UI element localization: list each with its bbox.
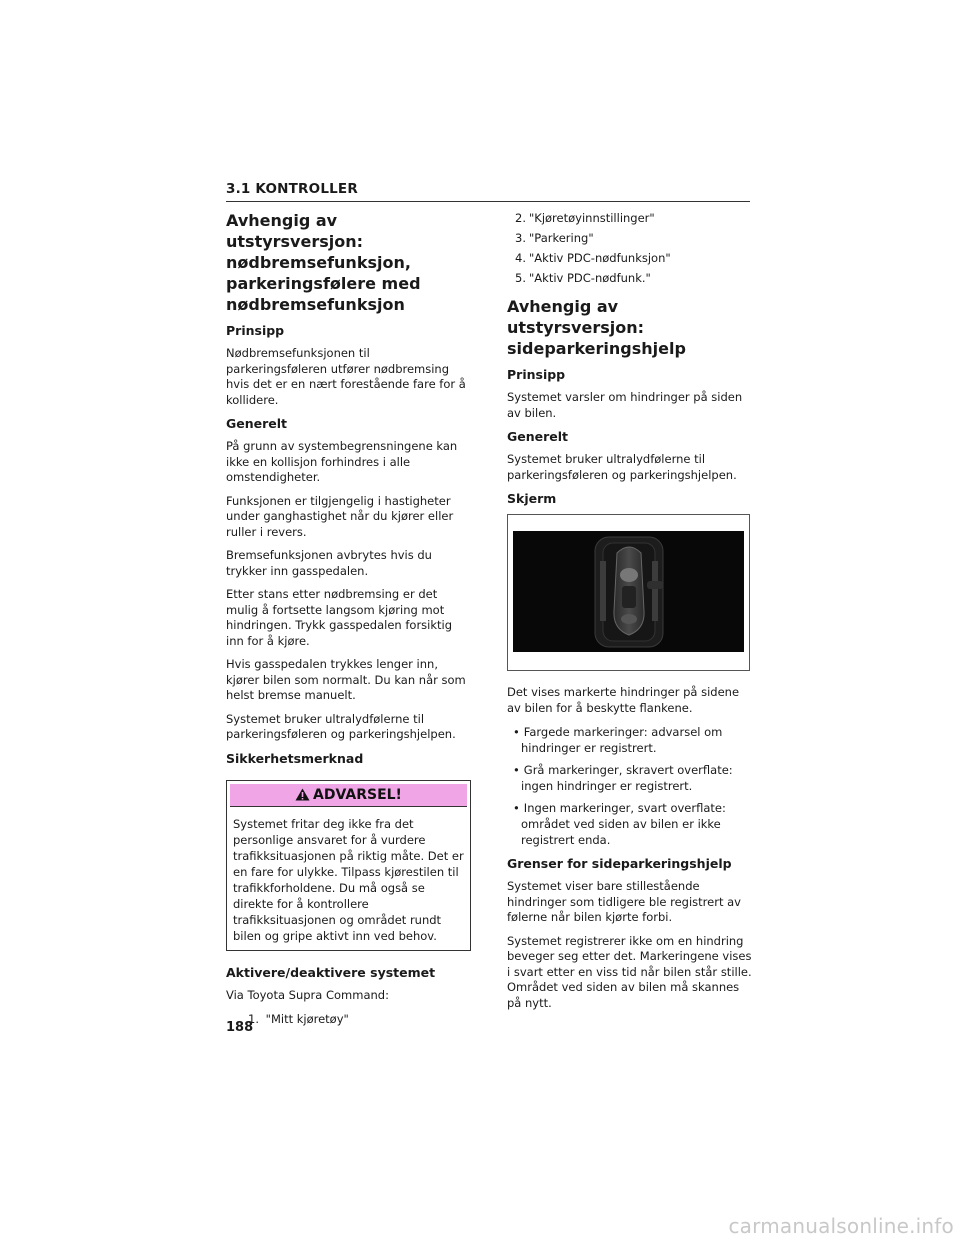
generelt-paragraph: Hvis gasspedalen trykkes lenger inn, kjører bilen som normalt. Du kan når som helst bremse manuelt. xyxy=(226,657,466,702)
generelt-paragraph: Systemet bruker ultralydfølerne til parkeringsføleren og parkeringshjelpen. xyxy=(226,711,456,741)
aktivere-text: Via Toyota Supra Command: xyxy=(226,987,389,1002)
watermark: carmanualsonline.info xyxy=(728,1214,954,1238)
warning-box xyxy=(226,780,471,951)
generelt-text: Systemet bruker ultralydfølerne til parkeringsføleren og parkeringshjelpen. xyxy=(507,452,737,482)
step-number: 3. xyxy=(515,231,526,245)
left-column xyxy=(226,210,471,1031)
prinsipp-heading: Prinsipp xyxy=(507,367,566,382)
marking-list xyxy=(507,724,752,848)
generelt-paragraph: Bremsefunksjonen avbrytes hvis du trykker inn gasspedalen. xyxy=(226,548,432,578)
skjerm-text: Det vises markerte hindringer på sidene av bilen for å beskytte flankene. xyxy=(507,685,740,715)
list-item xyxy=(515,230,752,246)
list-item: • Ingen markeringer, svart overflate: området ved siden av bilen er ikke registrert enda. xyxy=(507,800,752,848)
step-text: "Kjøretøyinnstillinger" xyxy=(529,211,655,225)
sikkerhet-heading: Sikkerhetsmerknad xyxy=(226,750,364,766)
step-number: 2. xyxy=(515,211,526,225)
grenser-paragraph: Systemet registrerer ikke om en hindring beveger seg etter det. Markeringene vises i svart etter en viss tid når bilen står stille. Området ved siden av bilen må skannes på nytt. xyxy=(507,933,752,1010)
warning-text: Systemet fritar deg ikke fra det personlige ansvaret for å vurdere trafikksituasjonen på riktig måte. Det er en fare for ulykke. Tilpass kjørestilen til trafikkforholdene. Du må også se direkte for å kontrollere trafikksituasjonen og området rundt bilen og gripe aktivt inn ved behov. xyxy=(233,816,464,943)
car-top-view-icon xyxy=(513,531,744,652)
generelt-heading: Generelt xyxy=(226,416,288,431)
right-section-title: Avhengig av utstyrsversjon: sideparkeringshjelp xyxy=(507,297,686,358)
warning-triangle-icon xyxy=(295,786,310,805)
grenser-paragraph: Systemet viser bare stillestående hindringer som tidligere ble registrert av følerne når bilen kjørte forbi. xyxy=(507,879,741,924)
step-number: 1. xyxy=(248,1012,259,1026)
prinsipp-heading: Prinsipp xyxy=(226,323,285,338)
step-text: "Parkering" xyxy=(529,231,594,245)
list-item xyxy=(515,210,752,226)
left-section-title: Avhengig av utstyrsversjon: nødbremsefunksjon, parkeringsfølere med nødbremsefunksjon xyxy=(226,211,421,314)
list-item xyxy=(248,1011,471,1027)
step-text: "Mitt kjøretøy" xyxy=(265,1012,349,1026)
page-number: 188 xyxy=(226,1020,254,1035)
step-text: "Aktiv PDC-nødfunksjon" xyxy=(529,251,671,265)
steps-list-left xyxy=(226,1011,471,1027)
prinsipp-text: Systemet varsler om hindringer på siden av bilen. xyxy=(507,390,743,420)
display-illustration xyxy=(507,514,750,671)
step-text: "Aktiv PDC-nødfunk." xyxy=(529,271,651,285)
parking-screen xyxy=(513,531,744,652)
prinsipp-text: Nødbremsefunksjonen til parkeringsføleren utfører nødbremsing hvis det er en nært forestående fare for å kollidere. xyxy=(226,346,466,407)
section-title: 3.1 KONTROLLER xyxy=(226,181,358,197)
generelt-paragraph: På grunn av systembegrensningene kan ikke en kollisjon forhindres i alle omstendigheter. xyxy=(226,439,458,484)
steps-list-right xyxy=(507,210,752,286)
section-header xyxy=(226,178,750,202)
list-item xyxy=(515,270,752,286)
step-number: 4. xyxy=(515,251,526,265)
warning-header xyxy=(230,784,467,807)
warning-title: ADVARSEL! xyxy=(313,787,402,803)
list-item: • Grå markeringer, skravert overflate: ingen hindringer er registrert. xyxy=(507,762,752,794)
right-column xyxy=(507,210,752,1019)
skjerm-heading: Skjerm xyxy=(507,491,557,506)
step-number: 5. xyxy=(515,271,526,285)
grenser-heading: Grenser for sideparkeringshjelp xyxy=(507,856,732,871)
list-item: • Fargede markeringer: advarsel om hindringer er registrert. xyxy=(507,724,752,756)
aktivere-heading: Aktivere/deaktivere systemet xyxy=(226,964,436,980)
list-item xyxy=(515,250,752,266)
generelt-heading: Generelt xyxy=(507,429,569,444)
generelt-paragraph: Etter stans etter nødbremsing er det mulig å fortsette langsom kjøring mot hindringen. Trykk gasspedalen forsiktig inn for å kjøre. xyxy=(226,587,453,648)
generelt-paragraph: Funksjonen er tilgjengelig i hastigheter under ganghastighet når du kjører eller ruller i revers. xyxy=(226,493,454,539)
